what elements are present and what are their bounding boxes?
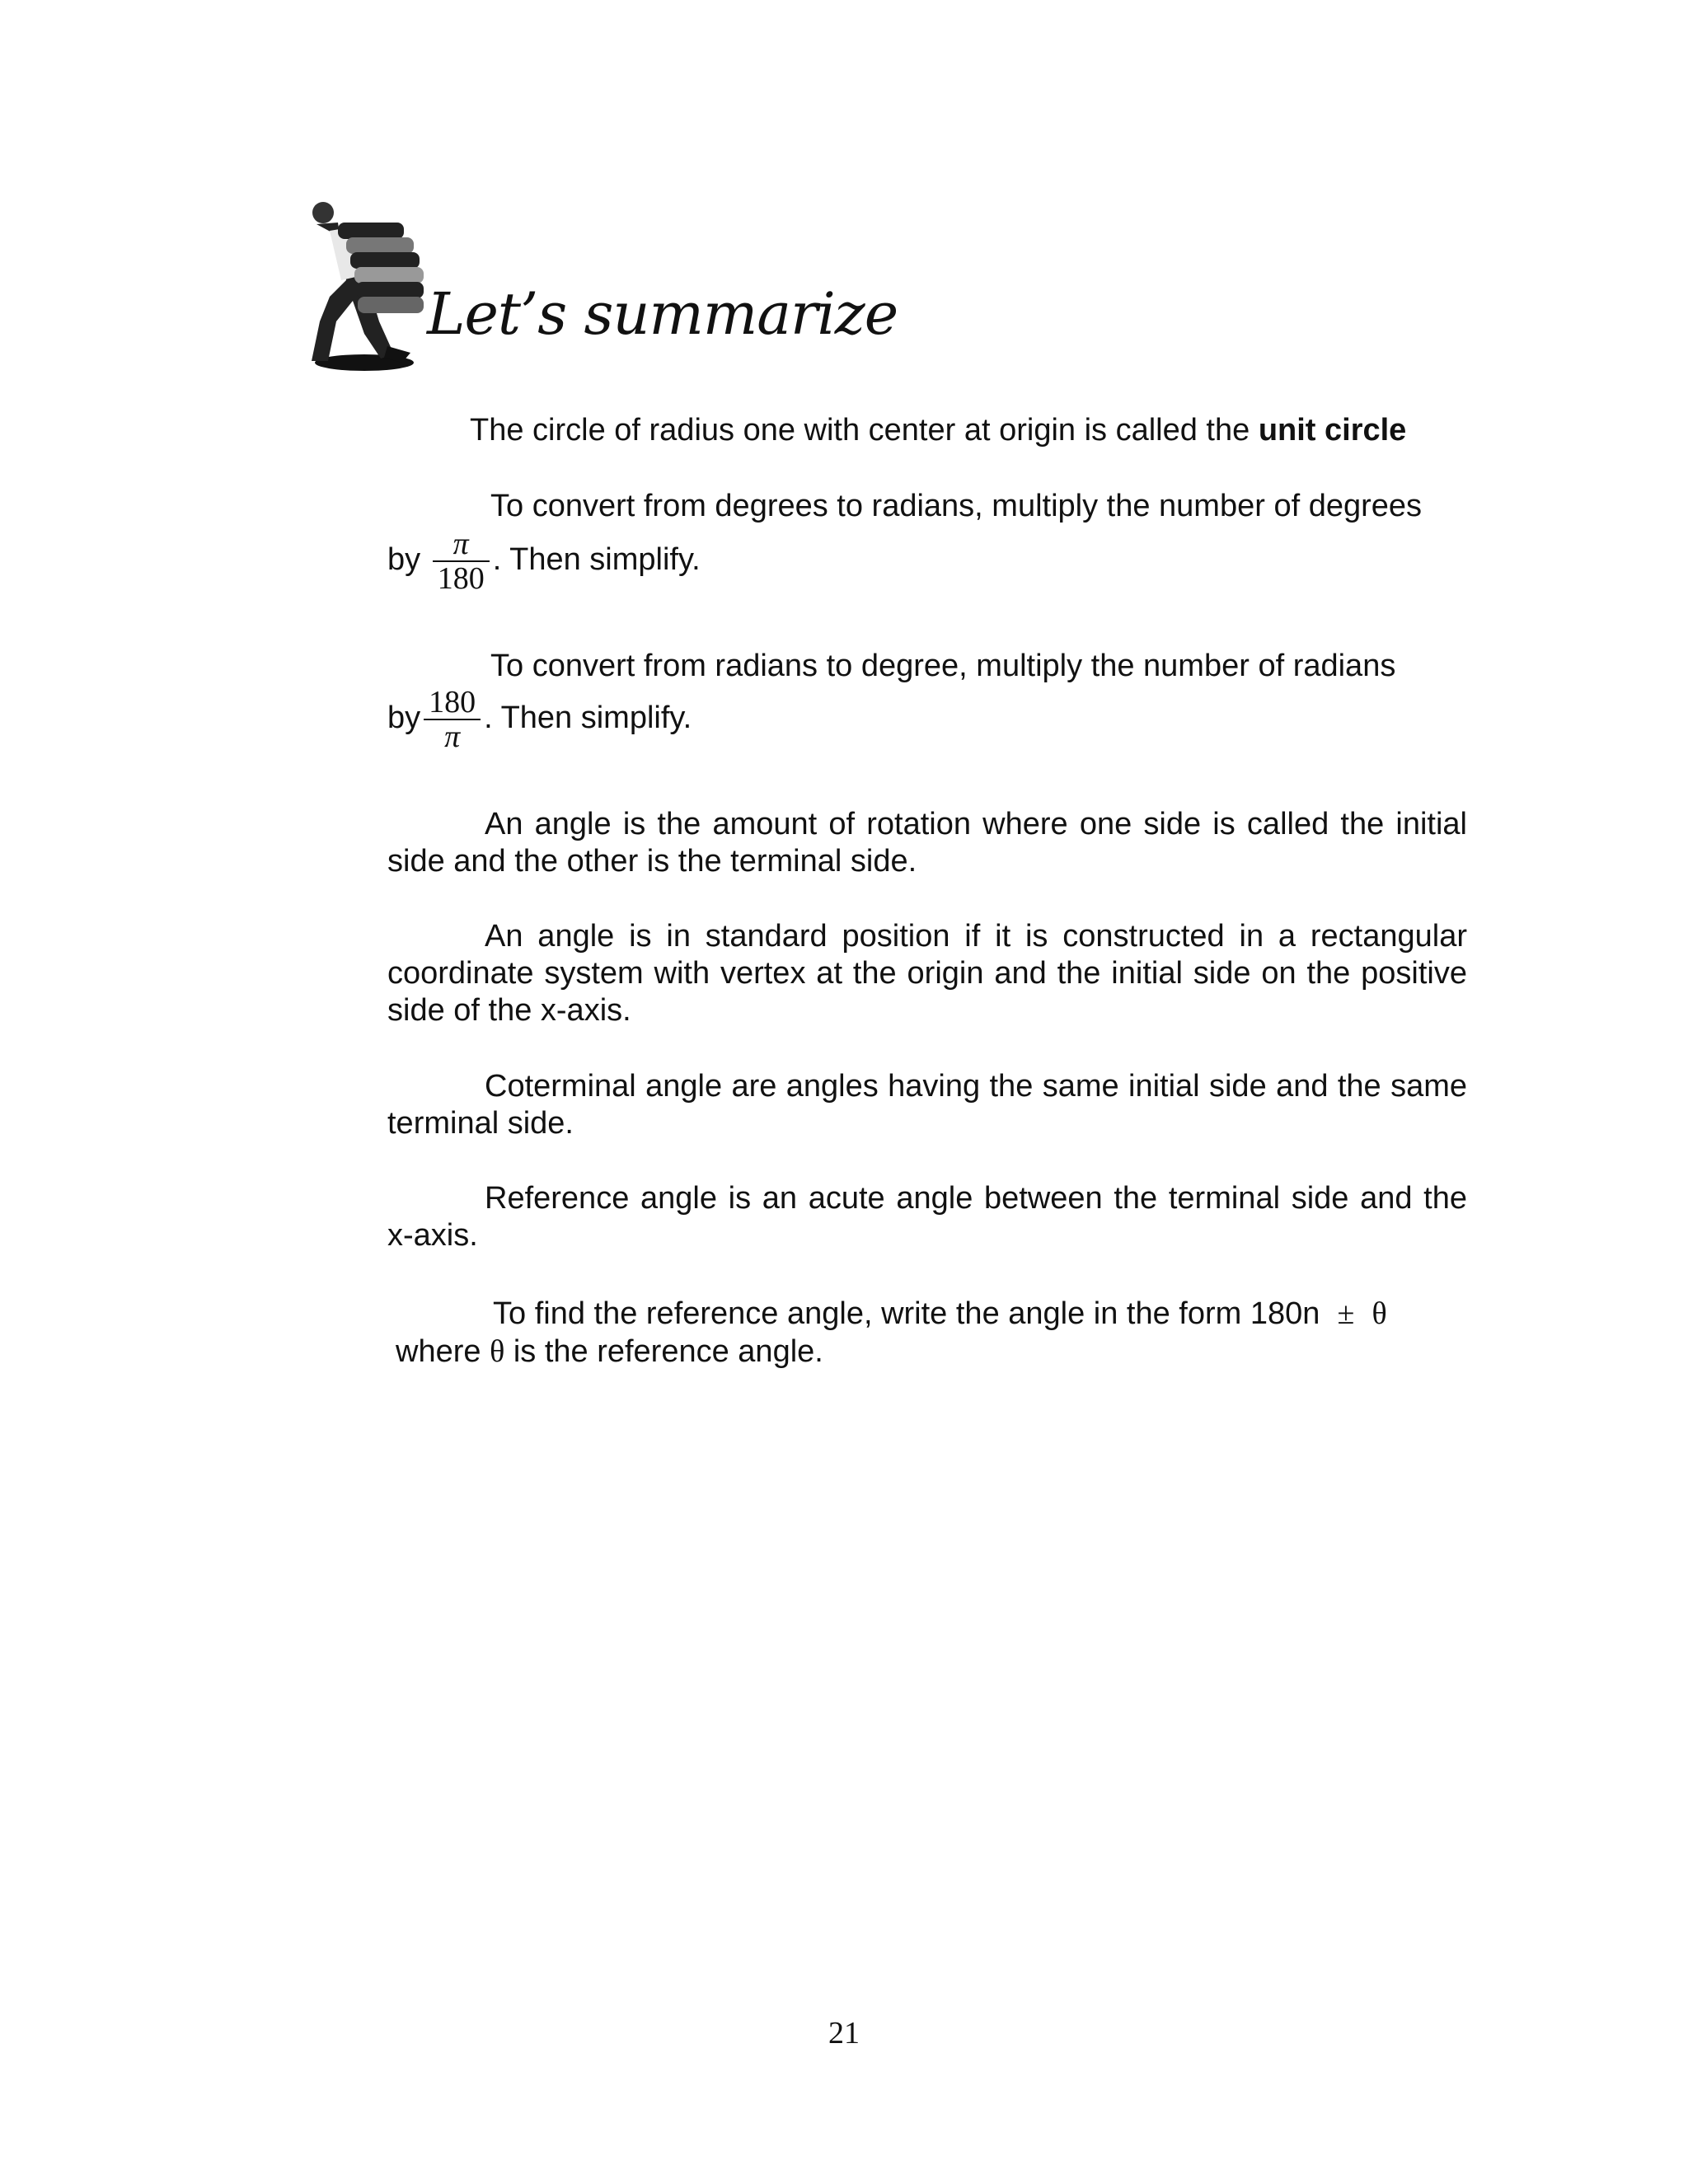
where-text: where: [396, 1334, 490, 1369]
unit-circle-term: unit circle: [1258, 413, 1407, 448]
coterminal-paragraph: Coterminal angle are angles having the same initial side and the same terminal side.: [387, 1069, 1467, 1141]
deg-to-rad-continuation: [387, 527, 1467, 595]
rad-to-deg-continuation: [387, 686, 1467, 753]
180-over-pi-fraction: [424, 686, 481, 753]
page-number: 21: [828, 2016, 860, 2050]
angle-definition-paragraph: An angle is the amount of rotation where one side is called the initial side and the other is the terminal side.: [387, 807, 1467, 879]
standard-position-paragraph: An angle is in standard position if it is constructed in a rectangular coordinate system with vertex at the origin and the initial side on the positive side of the x-axis.: [387, 919, 1467, 1028]
fraction-denominator: π: [444, 719, 461, 754]
then-simplify-text: . Then simplify.: [492, 542, 701, 578]
unit-circle-paragraph: [470, 412, 1459, 449]
find-reference-continuation: [396, 1333, 1475, 1371]
reference-angle-text: is the reference angle.: [504, 1334, 823, 1369]
then-simplify-text: . Then simplify.: [484, 701, 692, 736]
by-label: by: [387, 701, 421, 736]
pi-over-180-fraction: [433, 527, 490, 595]
unit-circle-text: The circle of radius one with center at origin is called the: [470, 413, 1259, 448]
fraction-denominator: 180: [437, 561, 485, 596]
find-reference-text: To find the reference angle, write the angle in the form 180n: [493, 1296, 1320, 1331]
rad-to-deg-line: To convert from radians to degree, multiply the number of radians: [490, 649, 1396, 683]
find-reference-line: [493, 1296, 1482, 1333]
theta-symbol: θ: [1372, 1296, 1387, 1331]
porter-carrying-books-icon: [305, 198, 445, 375]
fraction-numerator: π: [433, 527, 490, 562]
reference-angle-paragraph: Reference angle is an acute angle between the terminal side and the x-axis.: [387, 1181, 1467, 1253]
plus-minus-symbol: ±: [1337, 1296, 1355, 1331]
fraction-numerator: 180: [424, 686, 481, 720]
deg-to-rad-line: To convert from degrees to radians, multiply the number of degrees: [490, 489, 1423, 523]
section-title: Let’s summarize: [427, 280, 898, 348]
theta-symbol: θ: [490, 1334, 505, 1369]
by-label: by: [387, 542, 421, 578]
